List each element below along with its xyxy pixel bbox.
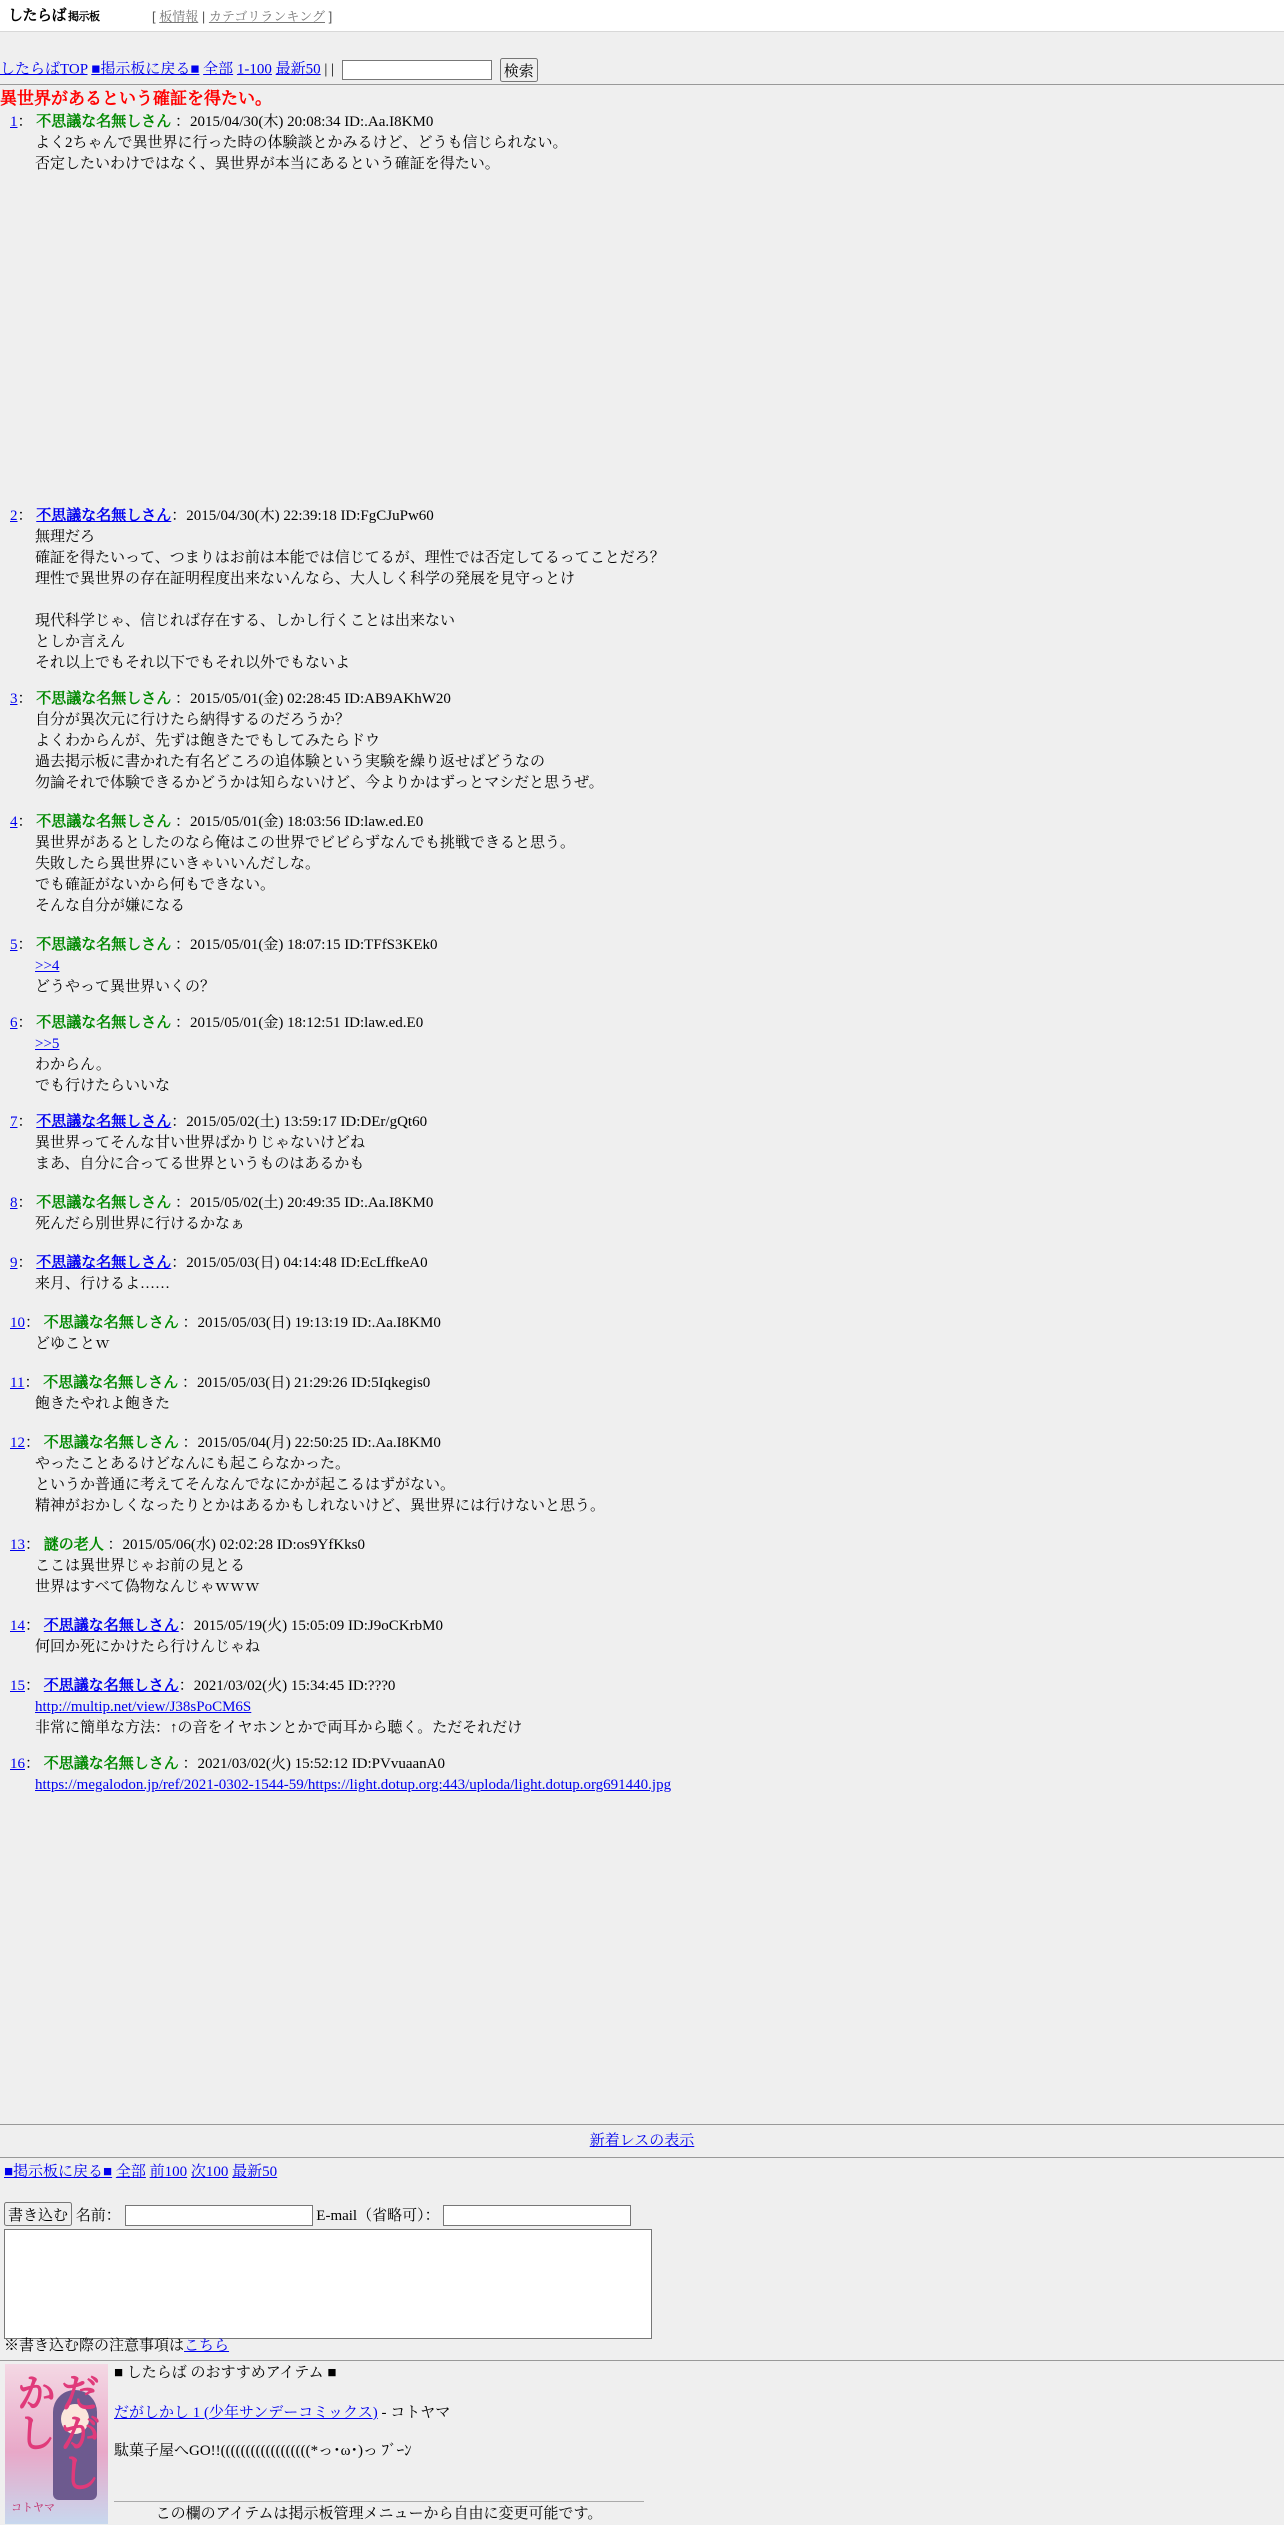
poster-name-link[interactable]: 不思議な名無しさん bbox=[43, 1678, 179, 1694]
post-body: どうやって異世界いくの？ bbox=[35, 979, 216, 995]
footer-next-100-link[interactable]: 次100 bbox=[190, 2164, 229, 2180]
poster-name: 不思議な名無しさん bbox=[36, 814, 172, 830]
post bbox=[0, 1373, 1284, 1415]
post-number-link[interactable]: 7 bbox=[10, 1114, 18, 1130]
top-nav bbox=[152, 6, 332, 27]
colon: ： bbox=[17, 1255, 33, 1271]
poster-name: 不思議な名無しさん bbox=[36, 937, 172, 953]
cover-title: だがしかし bbox=[10, 2372, 100, 2492]
post-body: 無理だろ 確証を得たいって、つまりはお前は本能では信じてるが、理性では否定してるってことだろ？ 理性で異世界の存在証明程度出来ないんなら、大人しく科学の発展を見守っとけ 現代科学じゃ、信じれば存在する、しかし行くことは出来ない としか言えん それ以上でもそれ以下でもそれ以外でもないよ bbox=[35, 529, 665, 671]
post-date: ：2015/05/04(月) 22:50:25 ID:.Aa.I8KM0 bbox=[182, 1435, 441, 1451]
name-input[interactable] bbox=[125, 2205, 313, 2226]
all-posts-link[interactable]: 全部 bbox=[203, 61, 234, 78]
shitaraba-top-link[interactable]: したらばTOP bbox=[0, 61, 88, 78]
colon: ： bbox=[17, 1015, 33, 1031]
colon: ： bbox=[17, 691, 33, 707]
colon: ： bbox=[25, 1618, 41, 1634]
post bbox=[0, 1112, 1284, 1175]
post-number-link[interactable]: 1 bbox=[10, 114, 18, 130]
post-body: 来月、行けるよ…… bbox=[35, 1276, 171, 1292]
poster-name: 不思議な名無しさん bbox=[43, 1315, 179, 1331]
poster-name-link[interactable]: 不思議な名無しさん bbox=[36, 1114, 172, 1130]
post bbox=[0, 1433, 1284, 1517]
post-date: ：2015/05/03(日) 21:29:26 ID:5Iqkegis0 bbox=[181, 1375, 431, 1391]
poster-name-link[interactable]: 不思議な名無しさん bbox=[36, 1255, 172, 1271]
post-date: ：2015/04/30(木) 22:39:18 ID:FgCJuPw60 bbox=[171, 508, 434, 524]
post-date: ：2015/04/30(木) 20:08:34 ID:.Aa.I8KM0 bbox=[175, 114, 434, 130]
post-number-link[interactable]: 13 bbox=[10, 1537, 25, 1553]
post-date: ：2015/05/02(土) 13:59:17 ID:DEr/gQt60 bbox=[171, 1114, 428, 1130]
post-date: ：2021/03/02(火) 15:52:12 ID:PVvuaanA0 bbox=[182, 1756, 446, 1772]
post-body: 異世界ってそんな甘い世界ばかりじゃないけどね まあ、自分に合ってる世界というものはあるかも bbox=[35, 1135, 366, 1172]
post-number-link[interactable]: 9 bbox=[10, 1255, 18, 1271]
name-label: 名前： bbox=[75, 2208, 121, 2224]
latest-50-link[interactable]: 最新50 bbox=[275, 61, 321, 78]
new-replies-bar bbox=[0, 2124, 1284, 2158]
logo-text: したらば bbox=[8, 6, 67, 24]
post-body: 飽きたやれよ飽きた bbox=[35, 1396, 171, 1412]
colon: ： bbox=[24, 1375, 40, 1391]
post-date: ：2015/05/01(金) 02:28:45 ID:AB9AKhW20 bbox=[175, 691, 451, 707]
top-bar bbox=[0, 0, 1284, 32]
poster-name: 謎の老人 bbox=[43, 1537, 104, 1553]
post bbox=[0, 1253, 1284, 1295]
external-url-link[interactable]: https://megalodon.jp/ref/2021-0302-1544-59/https://light.dotup.org:443/uploda/light.dotup.org691440.jpg bbox=[35, 1777, 672, 1793]
post-number-link[interactable]: 8 bbox=[10, 1195, 18, 1211]
post-date: ：2015/05/02(土) 20:49:35 ID:.Aa.I8KM0 bbox=[175, 1195, 434, 1211]
footer-all-link[interactable]: 全部 bbox=[115, 2164, 146, 2180]
reply-form bbox=[4, 2202, 631, 2227]
board-info-link[interactable]: 板情報 bbox=[159, 9, 199, 24]
posting-notice-text: ※書き込む際の注意事項は bbox=[4, 2338, 185, 2354]
post-number-link[interactable]: 15 bbox=[10, 1678, 25, 1694]
promo-title: ■ したらば のおすすめアイテム ■ bbox=[114, 2365, 337, 2381]
posting-notice bbox=[4, 2336, 229, 2357]
poster-name: 不思議な名無しさん bbox=[36, 1195, 172, 1211]
colon: ： bbox=[17, 1195, 33, 1211]
range-1-100-link[interactable]: 1-100 bbox=[236, 61, 272, 78]
separator: | bbox=[201, 9, 206, 24]
message-textarea[interactable] bbox=[4, 2229, 652, 2339]
post-body: やったことあるけどなんにも起こらなかった。 というか普通に考えてそんなんでなにかが起こるはずがない。 精神がおかしくなったりとかはあるかもしれないけど、異世界には行けないと思う。 bbox=[35, 1456, 606, 1514]
post-date: ：2015/05/03(日) 04:14:48 ID:EcLffkeA0 bbox=[171, 1255, 428, 1271]
post bbox=[0, 812, 1284, 917]
reply-anchor-link[interactable]: >>5 bbox=[35, 1036, 60, 1052]
back-to-board-link[interactable]: ■掲示板に戻る■ bbox=[91, 61, 200, 78]
colon: ： bbox=[17, 508, 33, 524]
post-body: 異世界があるとしたのなら俺はこの世界でビビらずなんでも挑戦できると思う。 失敗したら異世界にいきゃいいんだしな。 でも確証がないから何もできない。 そんな自分が嫌になる bbox=[35, 835, 576, 914]
colon: ： bbox=[25, 1435, 41, 1451]
colon: ： bbox=[17, 1114, 33, 1130]
category-ranking-link[interactable]: カテゴリランキング bbox=[208, 9, 325, 24]
post bbox=[0, 1313, 1284, 1355]
post bbox=[0, 1013, 1284, 1097]
footer-prev-100-link[interactable]: 前100 bbox=[149, 2164, 188, 2180]
poster-name: 不思議な名無しさん bbox=[36, 691, 172, 707]
post bbox=[0, 112, 1284, 175]
shitaraba-logo[interactable] bbox=[8, 5, 100, 27]
poster-name: 不思議な名無しさん bbox=[43, 1375, 179, 1391]
thread-nav bbox=[0, 56, 1284, 85]
post-number-link[interactable]: 14 bbox=[10, 1618, 25, 1634]
post-number-link[interactable]: 2 bbox=[10, 508, 18, 524]
post bbox=[0, 935, 1284, 998]
footer-latest-50-link[interactable]: 最新50 bbox=[232, 2164, 278, 2180]
cover-author: コトヤマ bbox=[11, 2501, 55, 2514]
post-number-link[interactable]: 10 bbox=[10, 1315, 25, 1331]
colon: ： bbox=[25, 1756, 41, 1772]
search-button[interactable]: 検索 bbox=[500, 58, 538, 82]
footer-nav bbox=[4, 2162, 277, 2183]
post-body: わからん。 でも行けたらいいな bbox=[35, 1057, 171, 1094]
poster-name-link[interactable]: 不思議な名無しさん bbox=[43, 1618, 179, 1634]
post-body: 非常に簡単な方法：↑の音をイヤホンとかで両耳から聴く。ただそれだけ bbox=[35, 1720, 523, 1736]
colon: ： bbox=[17, 114, 33, 130]
post-body: よく2ちゃんで異世界に行った時の体験談とかみるけど、どうも信じられない。 否定したいわけではなく、異世界が本当にあるという確証を得たい。 bbox=[35, 135, 568, 172]
post-date: ：2015/05/03(日) 19:13:19 ID:.Aa.I8KM0 bbox=[182, 1315, 441, 1331]
post-number-link[interactable]: 6 bbox=[10, 1015, 18, 1031]
nav-separator: | | bbox=[324, 61, 335, 78]
post-number-link[interactable]: 3 bbox=[10, 691, 18, 707]
post-number-link[interactable]: 4 bbox=[10, 814, 18, 830]
logo-subtext: 掲示板 bbox=[68, 10, 100, 23]
thread-title: 異世界があるという確証を得たい。 bbox=[0, 89, 272, 108]
post bbox=[0, 506, 1284, 674]
post-date: ：2015/05/19(火) 15:05:09 ID:J9oCKrbM0 bbox=[178, 1618, 443, 1634]
promo-item-author: - コトヤマ bbox=[377, 2405, 451, 2421]
poster-name: 不思議な名無しさん bbox=[36, 114, 172, 130]
post-body: 死んだら別世界に行けるかなぁ bbox=[35, 1216, 246, 1232]
poster-name: 不思議な名無しさん bbox=[36, 1015, 172, 1031]
colon: ： bbox=[17, 937, 33, 953]
bracket-close: ] bbox=[328, 9, 333, 24]
book-cover-image[interactable] bbox=[5, 2364, 108, 2524]
post bbox=[0, 1616, 1284, 1658]
external-url-link[interactable]: http://multip.net/view/J38sPoCM6S bbox=[35, 1699, 252, 1715]
poster-name-link[interactable]: 不思議な名無しさん bbox=[36, 508, 172, 524]
poster-name: 不思議な名無しさん bbox=[43, 1756, 179, 1772]
colon: ： bbox=[17, 814, 33, 830]
footer-back-to-board-link[interactable]: ■掲示板に戻る■ bbox=[4, 2164, 113, 2180]
email-label: E-mail（省略可）： bbox=[316, 2208, 440, 2224]
recommended-item bbox=[0, 2360, 1284, 2524]
promo-footnote: この欄のアイテムは掲示板管理メニューから自由に変更可能です。 bbox=[114, 2501, 644, 2525]
post-date: ：2021/03/02(火) 15:34:45 ID:???0 bbox=[178, 1678, 396, 1694]
post-date: ：2015/05/01(金) 18:07:15 ID:TFfS3KEk0 bbox=[175, 937, 438, 953]
search-input[interactable] bbox=[342, 60, 492, 80]
email-input[interactable] bbox=[443, 2205, 631, 2226]
post-number-link[interactable]: 12 bbox=[10, 1435, 25, 1451]
colon: ： bbox=[25, 1315, 41, 1331]
poster-name: 不思議な名無しさん bbox=[43, 1435, 179, 1451]
post-number-link[interactable]: 11 bbox=[10, 1375, 25, 1391]
promo-item-link[interactable]: だがしかし 1 (少年サンデーコミックス) bbox=[114, 2405, 378, 2421]
post-body: 自分が異次元に行けたら納得するのだろうか？ よくわからんが、先ずは飽きたでもしてみたらドウ 過去掲示板に書かれた有名どころの追体験という実験を繰り返せばどうなの 勿論それで体験できるかどうかは知らないけど、今よりかはずっとマシだと思うぜ。 bbox=[35, 712, 604, 791]
posting-rules-link[interactable]: こちら bbox=[184, 2338, 230, 2354]
colon: ： bbox=[25, 1537, 41, 1553]
post bbox=[0, 1676, 1284, 1739]
post bbox=[0, 1193, 1284, 1235]
post-number-link[interactable]: 5 bbox=[10, 937, 18, 953]
post bbox=[0, 689, 1284, 794]
post-body: どゆことｗ bbox=[35, 1336, 111, 1352]
show-new-replies-link[interactable]: 新着レスの表示 bbox=[589, 2133, 695, 2149]
post-date: ：2015/05/01(金) 18:03:56 ID:law.ed.E0 bbox=[175, 814, 424, 830]
post-body: ここは異世界じゃお前の見とる 世界はすべて偽物なんじゃｗｗｗ bbox=[35, 1558, 260, 1595]
bracket-open: [ bbox=[152, 9, 156, 24]
submit-post-button[interactable]: 書き込む bbox=[4, 2202, 72, 2226]
post-body: 何回か死にかけたら行けんじゃね bbox=[35, 1639, 261, 1655]
post bbox=[0, 1535, 1284, 1598]
post bbox=[0, 1754, 1284, 1796]
post-number-link[interactable]: 16 bbox=[10, 1756, 25, 1772]
post-date: ：2015/05/06(水) 02:02:28 ID:os9YfKks0 bbox=[107, 1537, 366, 1553]
colon: ： bbox=[25, 1678, 41, 1694]
post-date: ：2015/05/01(金) 18:12:51 ID:law.ed.E0 bbox=[175, 1015, 424, 1031]
reply-anchor-link[interactable]: >>4 bbox=[35, 958, 60, 974]
promo-description: 駄菓子屋へGO!!((((((((((((((((((*っ･ω･)っ ﾌﾞｰﾝ bbox=[114, 2443, 412, 2459]
